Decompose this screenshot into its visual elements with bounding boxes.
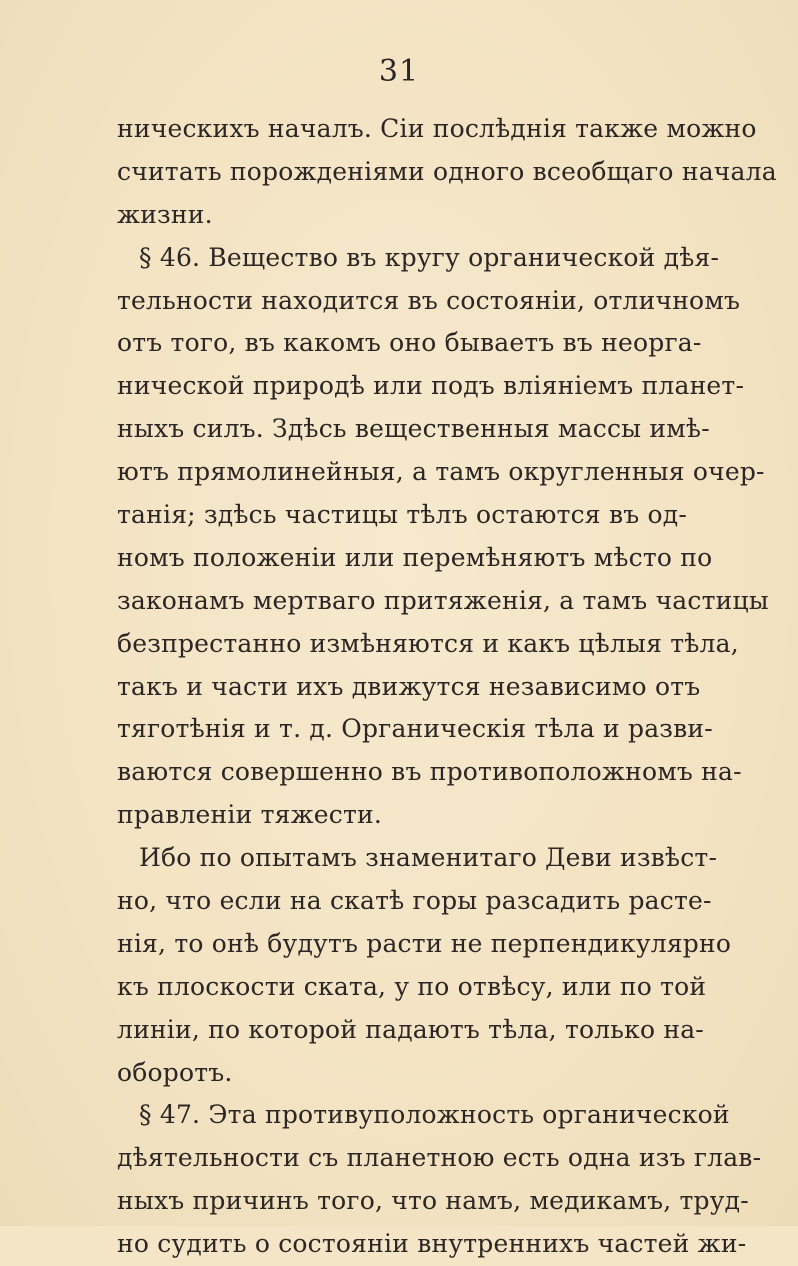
text-line: ныхъ силъ. Здѣсь вещественныя массы имѣ- (117, 414, 710, 444)
text-line: тяготѣнія и т. д. Органическія тѣла и разви- (117, 714, 713, 744)
text-line: оборотъ. (117, 1057, 233, 1087)
text-line: ютъ прямолинейныя, а тамъ округленныя очер- (117, 457, 765, 487)
text-line: ваются совершенно въ противоположномъ на- (117, 757, 742, 787)
paragraph-start: Ибо по опытамъ знаменитаго Деви извѣст- (139, 843, 718, 873)
text-line: ническихъ началъ. Сіи послѣднія также можно (117, 114, 757, 143)
text-line: правленіи тяжести. (117, 800, 383, 830)
text-line: законамъ мертваго притяженія, а тамъ частицы (117, 585, 769, 615)
text-line: нической природѣ или подъ вліяніемъ планет- (117, 371, 745, 401)
text-line: номъ положеніи или перемѣняютъ мѣсто по (117, 542, 713, 572)
text-line: отъ того, въ какомъ оно бываетъ въ неорга- (117, 328, 702, 358)
body-text (117, 108, 777, 1266)
page-number: 31 (378, 54, 420, 89)
text-line: танія; здѣсь частицы тѣлъ остаются въ од- (117, 500, 687, 530)
text-line: но, что если на скатѣ горы разсадить расте- (117, 886, 712, 916)
text-line: тельности находится въ состояніи, отличномъ (117, 285, 741, 315)
text-line: жизни. (117, 199, 213, 229)
text-line: но судить о состояніи внутреннихъ частей жи- (117, 1229, 747, 1259)
text-line: нія, то онѣ будутъ расти не перпендикулярно (117, 928, 732, 958)
text-line: считать порожденіями одного всеобщаго начала (117, 156, 777, 186)
text-line: безпрестанно измѣняются и какъ цѣлыя тѣла, (117, 628, 739, 658)
text-line: такъ и части ихъ движутся независимо отъ (117, 671, 701, 701)
text-line: ныхъ причинъ того, что намъ, медикамъ, труд- (117, 1186, 749, 1216)
text-line: дѣятельности съ планетною есть одна изъ глав- (117, 1143, 762, 1173)
section-47-start: § 47. Эта противуположность органической (139, 1100, 730, 1130)
text-line: къ плоскости ската, у по отвѣсу, или по той (117, 971, 707, 1001)
text-line: линіи, по которой падаютъ тѣла, только на- (117, 1014, 704, 1044)
section-46-start: § 46. Вещество въ кругу органической дѣя- (139, 242, 720, 272)
